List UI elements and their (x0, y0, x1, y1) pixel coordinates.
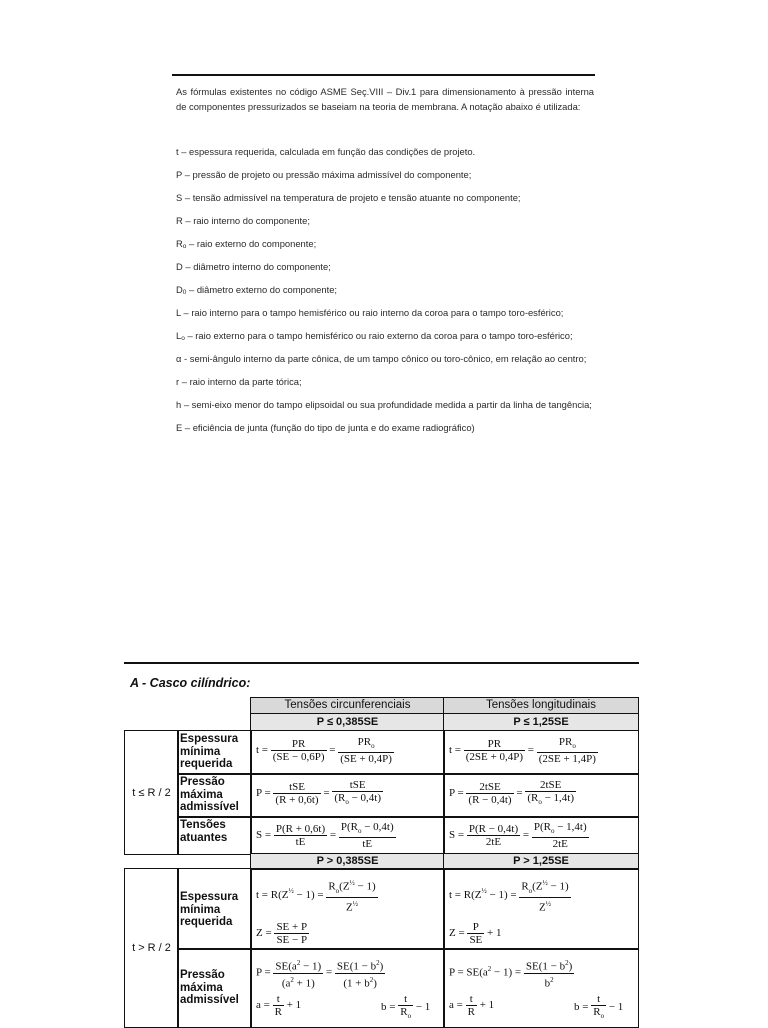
notation-symbol: α (176, 353, 182, 364)
formula-pressure-circ-2: P = $\frac{SE(a^2 - 1)}{(a^2 + 1)}$ = $\frac{SE(1 - b^2)}{(1 + b^2)}$ (256, 959, 384, 990)
section-title: A - Casco cilíndrico: (130, 676, 251, 690)
notation-subscript: 0 (182, 289, 187, 296)
notation-text: espessura requerida, calculada em função das condições de projeto. (189, 146, 476, 157)
case-label-2: t > R / 2 (124, 868, 179, 1028)
notation-symbol: E (176, 422, 183, 433)
notation-separator: – (178, 146, 190, 157)
notation-symbol: S (176, 192, 183, 203)
notation-separator: – (186, 284, 197, 295)
notation-separator: – (180, 307, 192, 318)
col-header-circumferential: Tensões circunferenciais (250, 697, 445, 714)
notation-text: tensão admissível na temperatura de projeto e tensão atuante no componente; (192, 192, 521, 203)
notation-text: semi-ângulo interno da parte cônica, de um tampo cônico ou toro-cônico, em relação ao centro; (189, 353, 587, 364)
notation-separator: – (182, 261, 194, 272)
col-header-longitudinal: Tensões longitudinais (443, 697, 639, 714)
notation-subscript: o (182, 243, 187, 250)
formula-z-long: Z = $\frac{P}{SE}$ + 1 (449, 921, 502, 946)
formula-b-long: b = $\frac{t}{R_o}$ − 1 (574, 993, 624, 1021)
notation-text: raio interno do componente; (193, 215, 310, 226)
formula-pressure-long-2: $P = SE(a^2 - 1)$ = $\frac{SE(1 - b^2)}{b^2}$ (449, 959, 573, 990)
notation-separator: – (181, 399, 192, 410)
notation-symbol: D (176, 261, 183, 272)
condition-long-1: P ≤ 1,25SE (443, 713, 639, 731)
notation-subscript: o (181, 335, 185, 342)
notation-text: diâmetro interno do componente; (193, 261, 331, 272)
formula-thickness-long-2: $t = R(Z^{\frac{1}{2}} - 1)$ = $\frac{R_o(Z^{\frac{1}{2}} - 1)}{Z^{\frac{1}{2}}}$ (449, 879, 569, 914)
notation-text: diâmetro externo do componente; (196, 284, 338, 295)
row-label-pressure: Pressão máxima admissível (177, 773, 252, 818)
formula-a-circ: a = $\frac{t}{R}$ + 1 (256, 993, 302, 1018)
row-label-thickness: Espessura mínima requerida (177, 730, 252, 775)
notation-separator: – (182, 215, 194, 226)
notation-symbol: t (176, 146, 179, 157)
notation-symbol: r (176, 376, 180, 387)
row-label-thickness-2: Espessura mínima requerida (177, 868, 252, 950)
notation-text: raio interno para o tampo hemisférico ou raio interno da coroa para o tampo toro-esférico; (191, 307, 564, 318)
notation-separator: – (179, 376, 190, 387)
notation-separator: – (182, 192, 193, 203)
notation-symbol: P (176, 169, 183, 180)
notation-separator: – (182, 169, 193, 180)
notation-symbol: R (176, 238, 183, 249)
row-label-pressure-2: Pressão máxima admissível (177, 948, 252, 1028)
notation-separator: – (182, 422, 193, 433)
notation-symbol: h (176, 399, 182, 410)
notation-symbol: L (176, 307, 181, 318)
condition-long-2: P > 1,25SE (443, 853, 639, 870)
formula-a-long: a = $\frac{t}{R}$ + 1 (449, 993, 495, 1018)
formula-stress-circ: S = $\frac{P(R + 0,6t)}{tE}$ = $\frac{P(R_o - 0,4t)}{tE}$ (256, 821, 394, 851)
notation-symbol: R (176, 215, 183, 226)
notation-text: eficiência de junta (função do tipo de junta e do exame radiográfico) (192, 422, 475, 433)
notation-symbol: L (176, 330, 182, 341)
condition-circ-2: P > 0,385SE (250, 853, 445, 870)
formula-stress-long: S = $\frac{P(R - 0,4t)}{2tE}$ = $\frac{P(R_o - 1,4t)}{2tE}$ (449, 821, 587, 851)
notation-separator: – (184, 330, 196, 341)
notation-separator: - (181, 353, 190, 364)
formula-pressure-circ: P = $\frac{\text{tSE}}{(R + 0,6t)}$ = $\frac{\text{tSE}}{(R_o - 0,4t)}$ (256, 779, 382, 807)
case-label-1: t ≤ R / 2 (124, 730, 179, 855)
intro-paragraph: As fórmulas existentes no código ASME Seç.VIII – Div.1 para dimensionamento à pressão interna de componentes pressurizados se baseiam na teoria de membrana. A notação abaixo é utilizada: (176, 86, 594, 113)
notation-text: raio interno da parte tórica; (189, 376, 302, 387)
notation-separator: – (186, 238, 197, 249)
formula-thickness-long: t = $\frac{PR}{(2SE + 0,4P)}$ = $\frac{PR_o}{(2SE + 1,4P)}$ (449, 736, 596, 766)
formula-b-circ: b = $\frac{t}{R_o}$ − 1 (381, 993, 431, 1021)
notation-text: pressão de projeto ou pressão máxima admissível do componente; (192, 169, 472, 180)
notation-symbol: D (176, 284, 183, 295)
condition-circ-1: P ≤ 0,385SE (250, 713, 445, 731)
formula-thickness-circ: t = $\frac{PR}{(SE - 0,6P)}$ = $\frac{PR_o}{(SE + 0,4P)}$ (256, 736, 392, 766)
formula-z-circ: Z = $\frac{SE + P}{SE - P}$ (256, 921, 308, 946)
notation-text: semi-eixo menor do tampo elipsoidal ou sua profundidade medida a partir da linha de tangência; (191, 399, 592, 410)
notation-text: raio externo para o tampo hemisférico ou raio externo da coroa para o tampo toro-esférico; (195, 330, 573, 341)
formula-thickness-circ-2: $t = R(Z^{\frac{1}{2}} - 1)$ = $\frac{R_o(Z^{\frac{1}{2}} - 1)}{Z^{\frac{1}{2}}}$ (256, 879, 376, 914)
notation-text: raio externo do componente; (196, 238, 317, 249)
formula-pressure-long: P = $\frac{\text{2tSE}}{(R - 0,4t)}$ = $\frac{\text{2tSE}}{(R_o - 1,4t)}$ (449, 779, 575, 807)
row-label-stresses: Tensões atuantes (177, 816, 252, 855)
